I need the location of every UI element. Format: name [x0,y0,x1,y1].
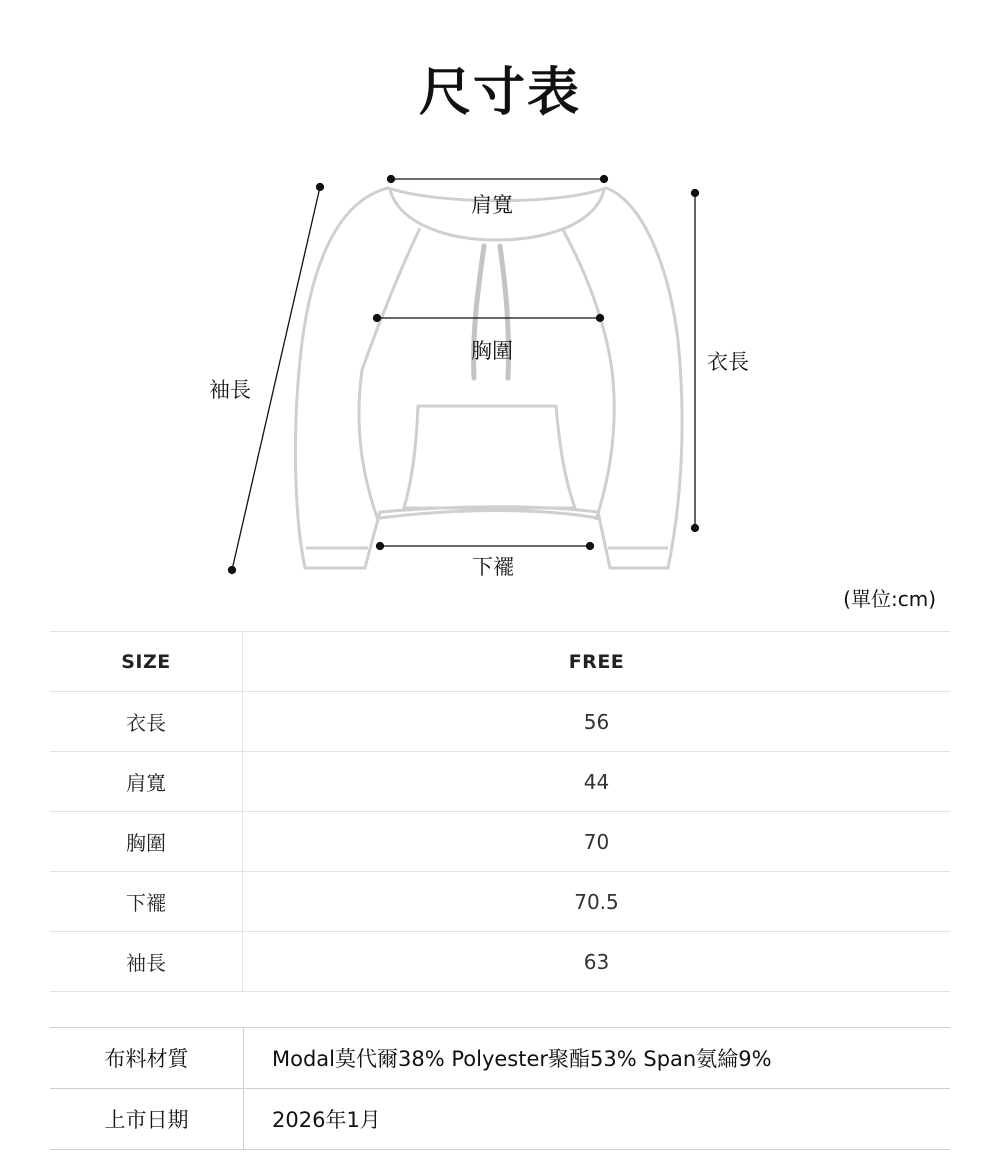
measurement-labels [209,193,749,579]
row-value: 56 [243,692,951,752]
row-label: 下襬 [50,872,243,932]
size-table [50,631,950,992]
row-label: 胸圍 [50,812,243,872]
shoulder-label: 肩寬 [471,193,513,217]
unit-note: (單位:cm) [843,587,936,611]
row-value: 70.5 [243,872,951,932]
row-label: 袖長 [50,932,243,992]
row-value: 70 [243,812,951,872]
hoodie-illustration [295,188,682,568]
table-row [50,1028,950,1089]
material-label: 布料材質 [50,1028,244,1089]
free-header: FREE [243,632,951,692]
sleeve-label: 袖長 [209,378,251,402]
row-label: 肩寬 [50,752,243,812]
hem-label: 下襬 [472,555,514,579]
table-row [50,692,950,752]
table-row [50,932,950,992]
length-label: 衣長 [707,350,749,374]
page-title: 尺寸表 [418,63,581,123]
row-label: 衣長 [50,692,243,752]
material-table [50,1027,950,1150]
chest-label: 胸圍 [471,339,513,363]
release-date-label: 上市日期 [50,1089,244,1150]
table-row [50,752,950,812]
table-row [50,1089,950,1150]
size-header: SIZE [50,632,243,692]
row-value: 44 [243,752,951,812]
material-value: Modal莫代爾38% Polyester聚酯53% Span氨綸9% [244,1028,951,1089]
table-row [50,812,950,872]
release-date-value: 2026年1月 [244,1089,951,1150]
table-row [50,872,950,932]
row-value: 63 [243,932,951,992]
table-header-row [50,632,950,692]
